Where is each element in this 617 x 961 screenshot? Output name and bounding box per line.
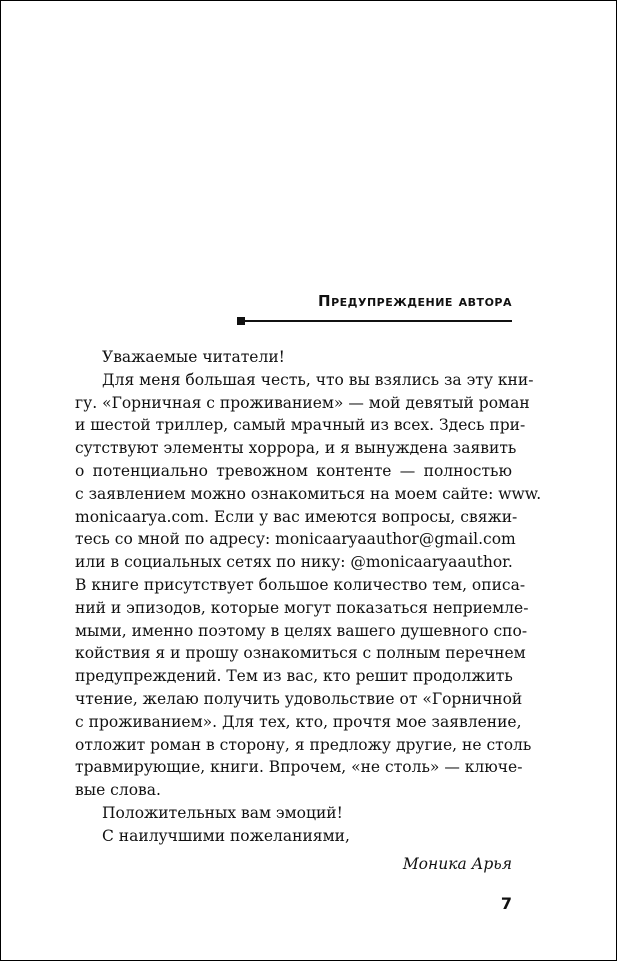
closing-line: С наилучшими пожеланиями, xyxy=(102,826,350,845)
body-line: monicaarya.com. Если у вас имеются вопросы, свяжи- xyxy=(75,507,518,526)
body-line: чтение, желаю получить удовольствие от «Горничной xyxy=(75,689,523,708)
letter-body xyxy=(75,346,542,848)
body-line: с заявлением можно ознакомиться на моем сайте: www. xyxy=(75,484,542,503)
body-line: отложит роман в сторону, я предложу другие, не столь xyxy=(75,735,532,754)
page-number: 7 xyxy=(500,894,512,913)
body-line: сутствуют элементы хоррора, и я вынуждена заявить xyxy=(75,439,517,458)
body-line: койствия я и прошу ознакомиться с полным перечнем xyxy=(75,644,526,663)
body-line: гу. «Горничная с проживанием» — мой девятый роман xyxy=(75,393,530,412)
body-line: тесь со мной по адресу: monicaaryaauthor@gmail.com xyxy=(75,530,516,549)
body-line: мыми, именно поэтому в целях вашего душевного спо- xyxy=(75,621,528,640)
body-line: или в социальных сетях по нику: @monicaaryaauthor. xyxy=(75,553,513,572)
body-line: с проживанием». Для тех, кто, прочтя мое заявление, xyxy=(75,712,522,731)
closing-line: Положительных вам эмоций! xyxy=(102,803,343,822)
body-line: ний и эпизодов, которые могут показаться неприемле- xyxy=(75,598,529,617)
body-line: В книге присутствует большое количество тем, описа- xyxy=(75,575,526,594)
greeting-line: Уважаемые читатели! xyxy=(102,348,285,366)
heading-rule xyxy=(241,320,512,322)
chapter-heading: Предупреждение автора xyxy=(318,292,512,310)
body-line: травмирующие, книги. Впрочем, «не столь» — ключе- xyxy=(75,758,523,777)
body-line: и шестой триллер, самый мрачный из всех. Здесь при- xyxy=(75,416,526,435)
body-line: о потенциально тревожном контенте — полностью xyxy=(75,461,512,480)
body-line: Для меня большая честь, что вы взялись за эту кни- xyxy=(102,370,534,389)
body-line: вые слова. xyxy=(75,781,161,800)
author-signature: Моника Арья xyxy=(402,855,512,873)
body-line: предупреждений. Тем из вас, кто решит продолжить xyxy=(75,667,513,686)
